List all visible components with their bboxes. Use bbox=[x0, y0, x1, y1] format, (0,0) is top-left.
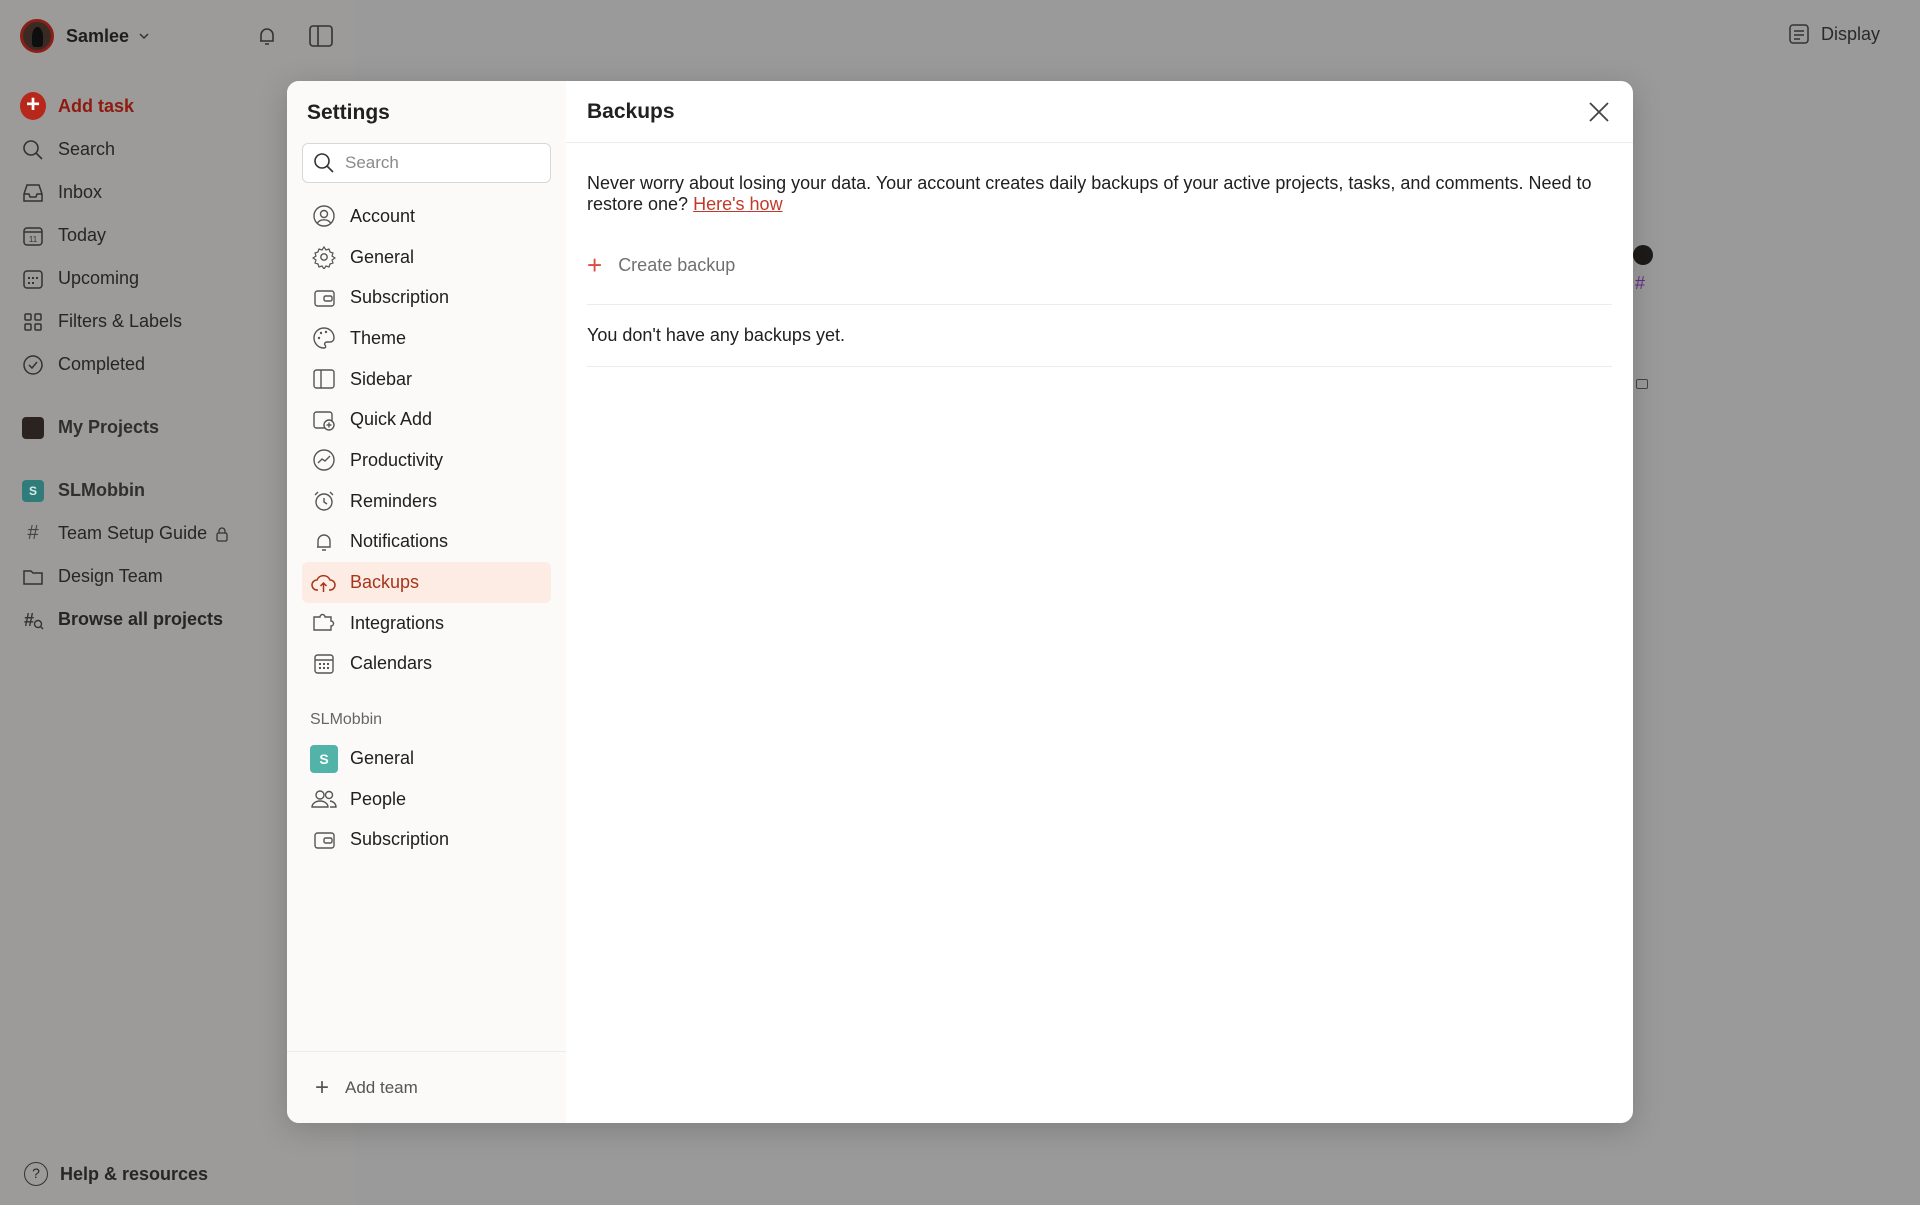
project-avatar-icon bbox=[22, 417, 44, 439]
settings-item-account[interactable] bbox=[302, 196, 551, 237]
palette-icon bbox=[312, 326, 336, 350]
settings-item-people[interactable] bbox=[302, 779, 551, 820]
settings-item-label: Backups bbox=[350, 572, 420, 593]
settings-item-theme[interactable] bbox=[302, 318, 551, 359]
settings-item-label: General bbox=[350, 246, 415, 267]
settings-item-label: Reminders bbox=[350, 490, 438, 511]
bell-icon[interactable] bbox=[255, 24, 279, 48]
settings-title: Settings bbox=[307, 101, 390, 124]
user-name: Samlee bbox=[66, 25, 130, 46]
sidebar-item-label: Search bbox=[58, 139, 116, 159]
settings-item-label: Account bbox=[350, 205, 416, 226]
sidebar-toggle-icon[interactable] bbox=[308, 24, 334, 48]
backups-description bbox=[587, 173, 1612, 215]
add-team-button[interactable] bbox=[287, 1051, 566, 1123]
heres-how-link[interactable]: Here's how bbox=[693, 194, 783, 214]
check-circle-icon bbox=[22, 354, 44, 376]
sidebar-item-label: Completed bbox=[58, 354, 146, 374]
team-badge-icon: S bbox=[310, 745, 338, 773]
quick-add-icon bbox=[312, 408, 336, 432]
settings-item-label: Subscription bbox=[350, 287, 450, 308]
settings-item-productivity[interactable] bbox=[302, 440, 551, 481]
lock-icon bbox=[215, 526, 229, 542]
my-projects-label: My Projects bbox=[58, 417, 160, 437]
team-badge-icon: S bbox=[22, 480, 44, 502]
settings-sidebar bbox=[287, 81, 566, 1123]
panel-header bbox=[566, 81, 1633, 143]
settings-search[interactable] bbox=[302, 143, 551, 183]
user-menu[interactable] bbox=[20, 18, 340, 54]
alarm-icon bbox=[312, 489, 336, 513]
plus-icon: + bbox=[587, 250, 603, 280]
calendar-today-icon bbox=[22, 225, 44, 247]
settings-item-label: People bbox=[350, 788, 407, 809]
description-text: Never worry about losing your data. Your account creates daily backups of your active projects, tasks, and comments. Need to restore one? bbox=[587, 173, 1592, 214]
grid-icon bbox=[22, 311, 44, 333]
create-backup-label: Create backup bbox=[618, 255, 736, 275]
sidebar-item-label: Team Setup Guide bbox=[58, 523, 208, 543]
bell-icon bbox=[312, 530, 336, 554]
settings-item-label: Theme bbox=[350, 327, 407, 348]
hash-icon: # bbox=[27, 522, 39, 544]
plus-icon: + bbox=[315, 1073, 330, 1101]
puzzle-icon bbox=[311, 611, 337, 635]
search-icon bbox=[313, 152, 335, 174]
add-team-label: Add team bbox=[345, 1077, 418, 1097]
display-icon bbox=[1787, 22, 1811, 46]
settings-item-notifications[interactable] bbox=[302, 522, 551, 563]
settings-menu bbox=[302, 196, 551, 860]
sidebar-item-label: Today bbox=[58, 225, 107, 245]
settings-item-label: Integrations bbox=[350, 612, 445, 633]
settings-item-quick-add[interactable] bbox=[302, 399, 551, 440]
team-name-label: SLMobbin bbox=[58, 480, 145, 500]
sidebar-item-label: Filters & Labels bbox=[58, 311, 183, 331]
sidebar-item-label: Upcoming bbox=[58, 268, 140, 288]
settings-item-backups[interactable] bbox=[302, 562, 551, 603]
account-icon bbox=[312, 204, 336, 228]
search-icon bbox=[22, 139, 44, 161]
settings-item-label: General bbox=[350, 748, 415, 769]
panel-body bbox=[566, 143, 1633, 367]
avatar bbox=[20, 19, 54, 53]
cloud-upload-icon bbox=[311, 571, 337, 595]
settings-item-label: Subscription bbox=[350, 829, 450, 850]
settings-item-integrations[interactable] bbox=[302, 603, 551, 644]
settings-item-team-general[interactable] bbox=[302, 738, 551, 779]
folder-icon bbox=[22, 566, 44, 588]
browse-icon bbox=[22, 609, 44, 631]
settings-search-input[interactable] bbox=[345, 153, 545, 173]
settings-item-label: Sidebar bbox=[350, 368, 413, 389]
settings-item-general[interactable] bbox=[302, 237, 551, 278]
sidebar-item-label: Inbox bbox=[58, 182, 103, 202]
add-task-label: Add task bbox=[58, 95, 135, 116]
trend-icon bbox=[312, 448, 336, 472]
settings-item-label: Productivity bbox=[350, 449, 444, 470]
settings-modal bbox=[287, 81, 1633, 1123]
settings-item-calendars[interactable] bbox=[302, 644, 551, 685]
help-resources-link[interactable] bbox=[24, 1162, 208, 1186]
settings-item-label: Quick Add bbox=[350, 409, 433, 430]
create-backup-button[interactable] bbox=[587, 243, 1612, 305]
background-hash-icon: # bbox=[1635, 273, 1646, 293]
display-label: Display bbox=[1820, 23, 1880, 44]
people-icon bbox=[310, 787, 338, 811]
settings-item-label: Calendars bbox=[350, 653, 433, 674]
question-icon: ? bbox=[24, 1162, 48, 1186]
plus-circle-icon: + bbox=[20, 92, 46, 120]
wallet-icon bbox=[312, 286, 336, 310]
settings-item-reminders[interactable] bbox=[302, 481, 551, 522]
panel-title: Backups bbox=[587, 99, 675, 123]
chevron-down-icon bbox=[137, 29, 151, 43]
settings-team-heading: SLMobbin bbox=[310, 711, 383, 729]
sidebar-item-label: Design Team bbox=[58, 566, 163, 586]
wallet-icon bbox=[312, 828, 336, 852]
calendar-icon bbox=[312, 652, 336, 676]
help-label: Help & resources bbox=[60, 1163, 209, 1184]
settings-item-sidebar[interactable] bbox=[302, 359, 551, 400]
display-button[interactable] bbox=[1787, 22, 1880, 46]
inbox-icon bbox=[22, 182, 44, 204]
empty-state: You don't have any backups yet. bbox=[587, 305, 1612, 367]
settings-item-label: Notifications bbox=[350, 531, 449, 552]
svg-text:11: 11 bbox=[28, 234, 38, 244]
close-icon[interactable] bbox=[1585, 98, 1613, 126]
sidebar-item-label: Browse all projects bbox=[58, 609, 224, 629]
settings-item-team-subscription[interactable] bbox=[302, 820, 551, 861]
backups-panel bbox=[566, 81, 1633, 1123]
gear-icon bbox=[312, 245, 336, 269]
background-avatar bbox=[1633, 245, 1653, 265]
calendar-grid-icon bbox=[22, 268, 44, 290]
background-inbox-icon bbox=[1636, 379, 1648, 389]
settings-item-subscription[interactable] bbox=[302, 277, 551, 318]
sidebar-icon bbox=[312, 367, 336, 391]
svg-text:#: # bbox=[24, 609, 35, 630]
